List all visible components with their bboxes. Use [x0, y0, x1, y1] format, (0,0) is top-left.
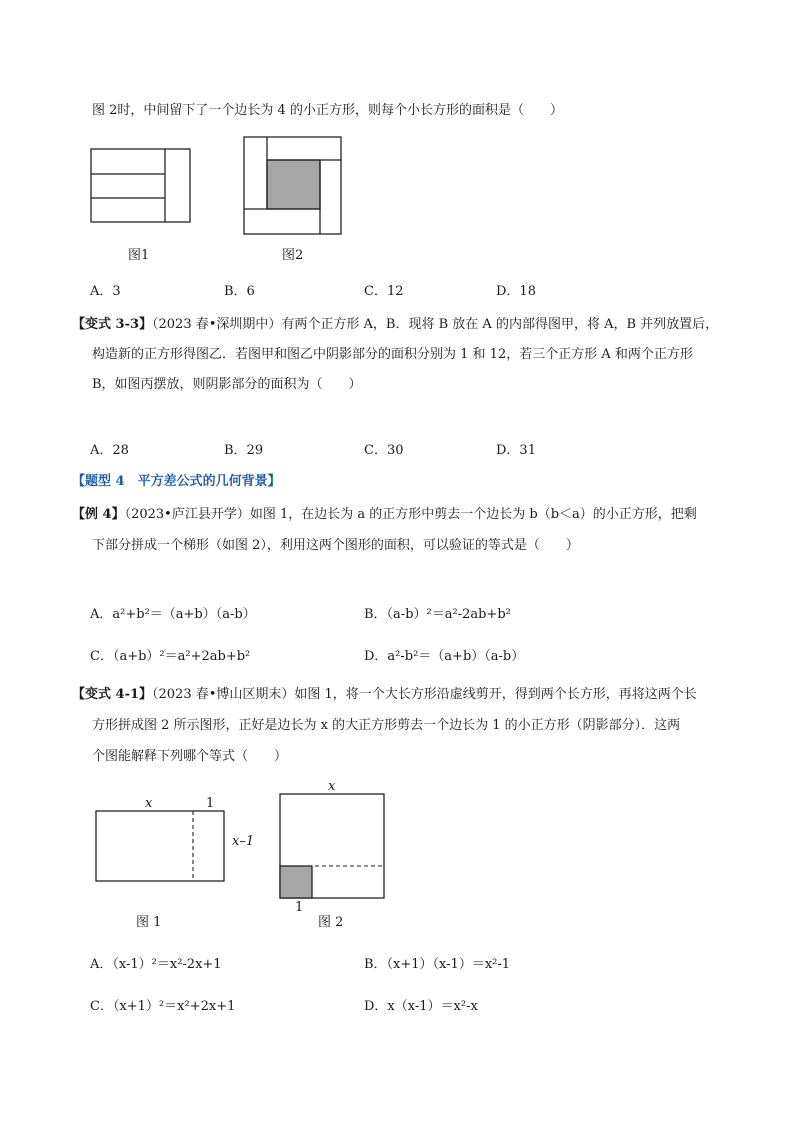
- option-c[interactable]: C．12: [364, 284, 404, 299]
- option-d[interactable]: D．31: [496, 443, 536, 458]
- option-c[interactable]: C．（a+b）²＝a²+2ab+b²: [90, 649, 251, 664]
- example-4-line-2: 下部分拼成一个梯形（如图 2），利用这两个图形的面积，可以验证的等式是（ ）: [92, 538, 579, 553]
- figure-4-1-label-x: x: [145, 796, 153, 811]
- question-3-3-line-3: B，如图丙摆放，则阴影部分的面积为（ ）: [92, 377, 362, 392]
- option-b[interactable]: B．6: [224, 284, 255, 299]
- option-a[interactable]: A．3: [90, 284, 121, 299]
- option-a[interactable]: A．28: [90, 443, 129, 458]
- option-b[interactable]: B．（a-b）²＝a²-2ab+b²: [364, 607, 511, 622]
- example-4-tag: 【例 4】: [72, 507, 125, 522]
- figure-4-1-label-x-minus-1: x–1: [232, 834, 255, 849]
- question-4-1-text: （2023 春•博山区期末）如图 1，将一个大长方形沿虚线剪开，得到两个长方形，再将这两个长: [152, 687, 697, 702]
- option-d[interactable]: D．x（x-1）＝x²-x: [364, 999, 478, 1014]
- option-a[interactable]: A．a²+b²＝（a+b）（a-b）: [90, 607, 256, 622]
- question-4-1-tag: 【变式 4-1】: [72, 687, 153, 702]
- figure-4-2-label-x: x: [328, 779, 336, 794]
- section-title: 【题型 4 平方差公式的几何背景】: [72, 474, 281, 489]
- question-3-3-line-1: [72, 316, 718, 334]
- figure-2-pinwheel: [243, 136, 343, 236]
- question-3-3-tag: 【变式 3-3】: [72, 317, 153, 332]
- figure-4-1-caption: 图 1: [136, 915, 162, 930]
- question-3-3-text: （2023 春•深圳期中）有两个正方形 A，B．现将 B 放在 A 的内部得图甲，将 A，B 并列放置后，: [152, 317, 719, 332]
- option-a[interactable]: A．（x-1）²＝x²-2x+1: [90, 957, 222, 972]
- question-3-3-line-2: 构造新的正方形得图乙．若图甲和图乙中阴影部分的面积分别为 1 和 12，若三个正方形 A 和两个正方形: [92, 347, 693, 362]
- option-c[interactable]: C．（x+1）²＝x²+2x+1: [90, 999, 236, 1014]
- figure-4-2-caption: 图 2: [318, 915, 344, 930]
- figure-2-label: 图2: [282, 248, 304, 263]
- option-c[interactable]: C．30: [364, 443, 404, 458]
- figure-4-2-square: [279, 793, 385, 899]
- example-4-line-1: [72, 506, 697, 524]
- example-4-text: （2023•庐江县开学）如图 1，在边长为 a 的正方形中剪去一个边长为 b（b＜a）的小正方形，把剩: [124, 507, 697, 522]
- option-b[interactable]: B．（x+1）（x-1）＝x²-1: [364, 957, 511, 972]
- figure-4-1-label-1: 1: [206, 796, 215, 811]
- option-d[interactable]: D．a²-b²＝（a+b）（a-b）: [364, 649, 525, 664]
- question-text-line: 图 2时，中间留下了一个边长为 4 的小正方形，则每个小长方形的面积是（ ）: [92, 103, 563, 118]
- figure-1-rectangles: [90, 148, 192, 224]
- question-4-1-line-1: [72, 686, 697, 704]
- option-d[interactable]: D．18: [496, 284, 536, 299]
- question-4-1-line-3: 个图能解释下列哪个等式（ ）: [92, 749, 288, 764]
- figure-4-2-label-1: 1: [295, 900, 304, 915]
- figure-1-label: 图1: [128, 248, 150, 263]
- option-b[interactable]: B．29: [224, 443, 264, 458]
- figure-4-1-rectangle: [95, 810, 227, 882]
- question-4-1-line-2: 方形拼成图 2 所示图形，正好是边长为 x 的大正方形剪去一个边长为 1 的小正方形（阴影部分）．这两: [92, 718, 681, 733]
